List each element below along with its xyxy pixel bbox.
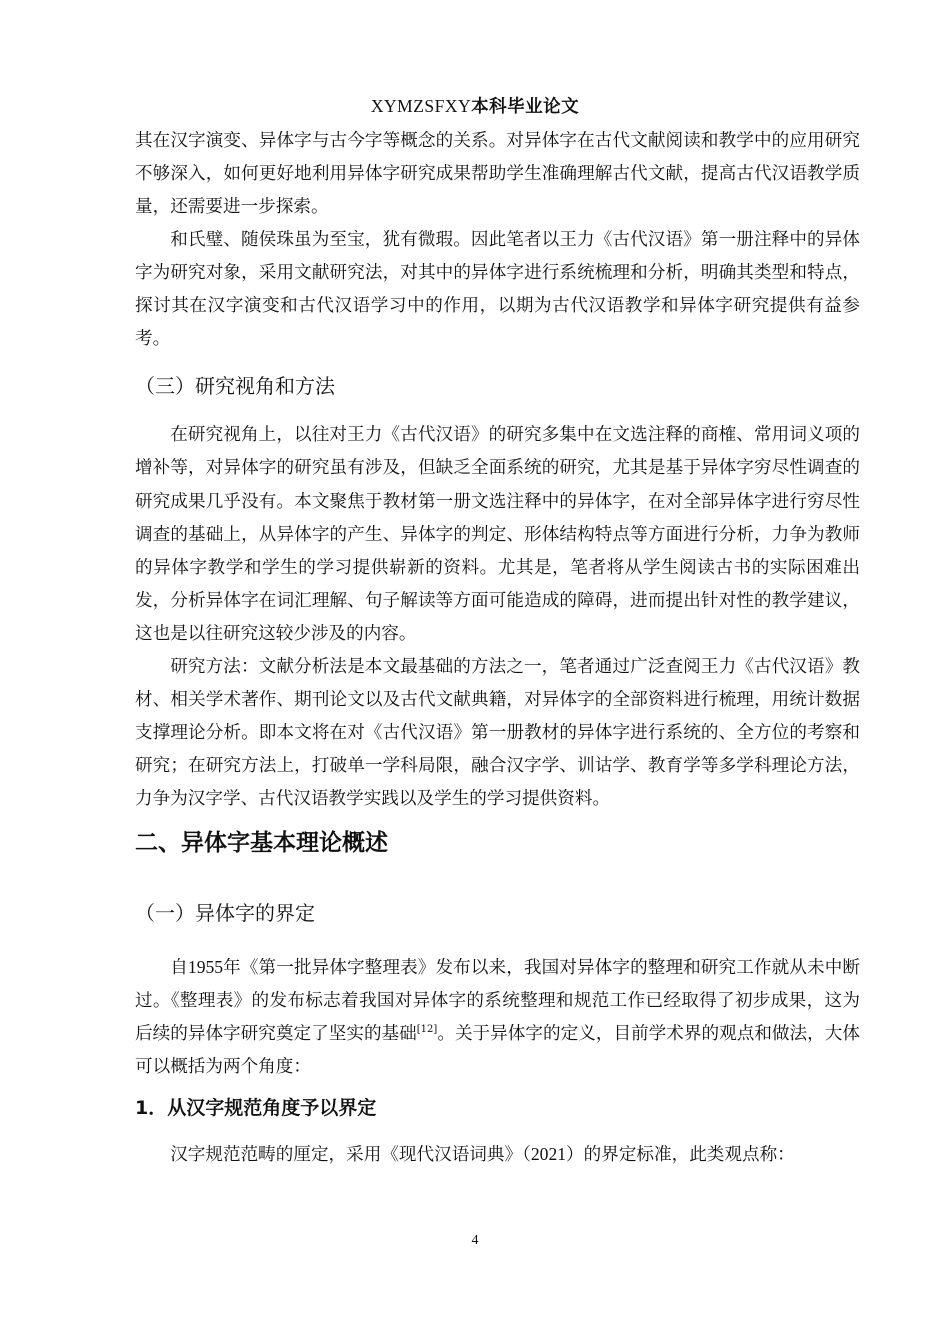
header-code: XYMZSFXY [370,96,472,116]
subsection-heading-normative: 1．从汉字规范角度予以界定 [135,1096,377,1119]
paragraph-continuation: 其在汉字演变、异体字与古今字等概念的关系。对异体字在古代文献阅读和教学中的应用研究不够深入，如何更好地利用异体字研究成果帮助学生准确理解古代文献，提高古代汉语教学质量，还需要进一步探索。 [135,131,860,218]
section-heading-perspective-methods: （三）研究视角和方法 [135,374,335,399]
page-number: 4 [471,1233,479,1248]
paragraph-definition-intro [135,951,860,1084]
section-heading-definition: （一）异体字的界定 [135,900,315,925]
running-header [0,93,950,118]
p6-after: ）的界定标准，此类观点称： [566,1144,795,1165]
chapter-heading-variant-theory: 二、异体字基本理论概述 [135,829,388,856]
p5-after: 。关于异体字的定义，目前学术界的观点和做法，大体可以概括为两个角度： [135,1023,860,1077]
p5-mid: 年《第一批异体字整理表》发布以来，我国对异体字的整理和研究工作就从未中断过。《整理表》的发布标志着我国对异体字的系统整理和规范工作已经取得了初步成果，这为后续的异体字研究奠定了坚实的基础 [135,957,860,1044]
p5-before-year: 自 [170,957,188,978]
p6-year: 2021 [530,1143,567,1164]
p6-before: 汉字规范范畴的厘定，采用《现代汉语词典》（ [170,1144,531,1165]
p5-year: 1955 [187,956,224,977]
paragraph-motivation: 和氏璧、随侯珠虽为至宝，犹有微瑕。因此笔者以王力《古代汉语》第一册注释中的异体字为研究对象，采用文献研究法，对其中的异体字进行系统梳理和分析，明确其类型和特点，探讨其在汉字演变和古代汉语学习中的作用，以期为古代汉语教学和异体字研究提供有益参考。 [135,230,860,350]
paragraph-perspective: 在研究视角上，以往对王力《古代汉语》的研究多集中在文选注释的商榷、常用词义项的增补等，对异体字的研究虽有涉及，但缺乏全面系统的研究，尤其是基于异体字穷尽性调查的研究成果几乎没有。本文聚焦于教材第一册文选注释中的异体字，在对全部异体字进行穷尽性调查的基础上，从异体字的产生、异体字的判定、形体结构特点等方面进行分析，力争为教师的异体字教学和学生的学习提供崭新的资料。尤其是，笔者将从学生阅读古书的实际困难出发，分析异体字在词汇理解、句子解读等方面可能造成的障碍，进而提出针对性的教学建议，这也是以往研究这较少涉及的内容。 [135,425,860,644]
header-title: 本科毕业论文 [471,97,580,117]
citation-12[interactable]: [12] [416,1023,438,1035]
paragraph-methods: 研究方法：文献分析法是本文最基础的方法之一，笔者通过广泛查阅王力《古代汉语》教材、相关学术著作、期刊论文以及古代文献典籍，对异体字的全部资料进行梳理，用统计数据支撑理论分析。即本文将在对《古代汉语》第一册教材的异体字进行系统的、全方位的考察和研究；在研究方法上，打破单一学科局限，融合汉字学、训诂学、教育学等多学科理论方法，力争为汉字学、古代汉语教学实践以及学生的学习提供资料。 [135,657,860,810]
body-content [135,125,860,1172]
paragraph-normative [135,1138,860,1172]
